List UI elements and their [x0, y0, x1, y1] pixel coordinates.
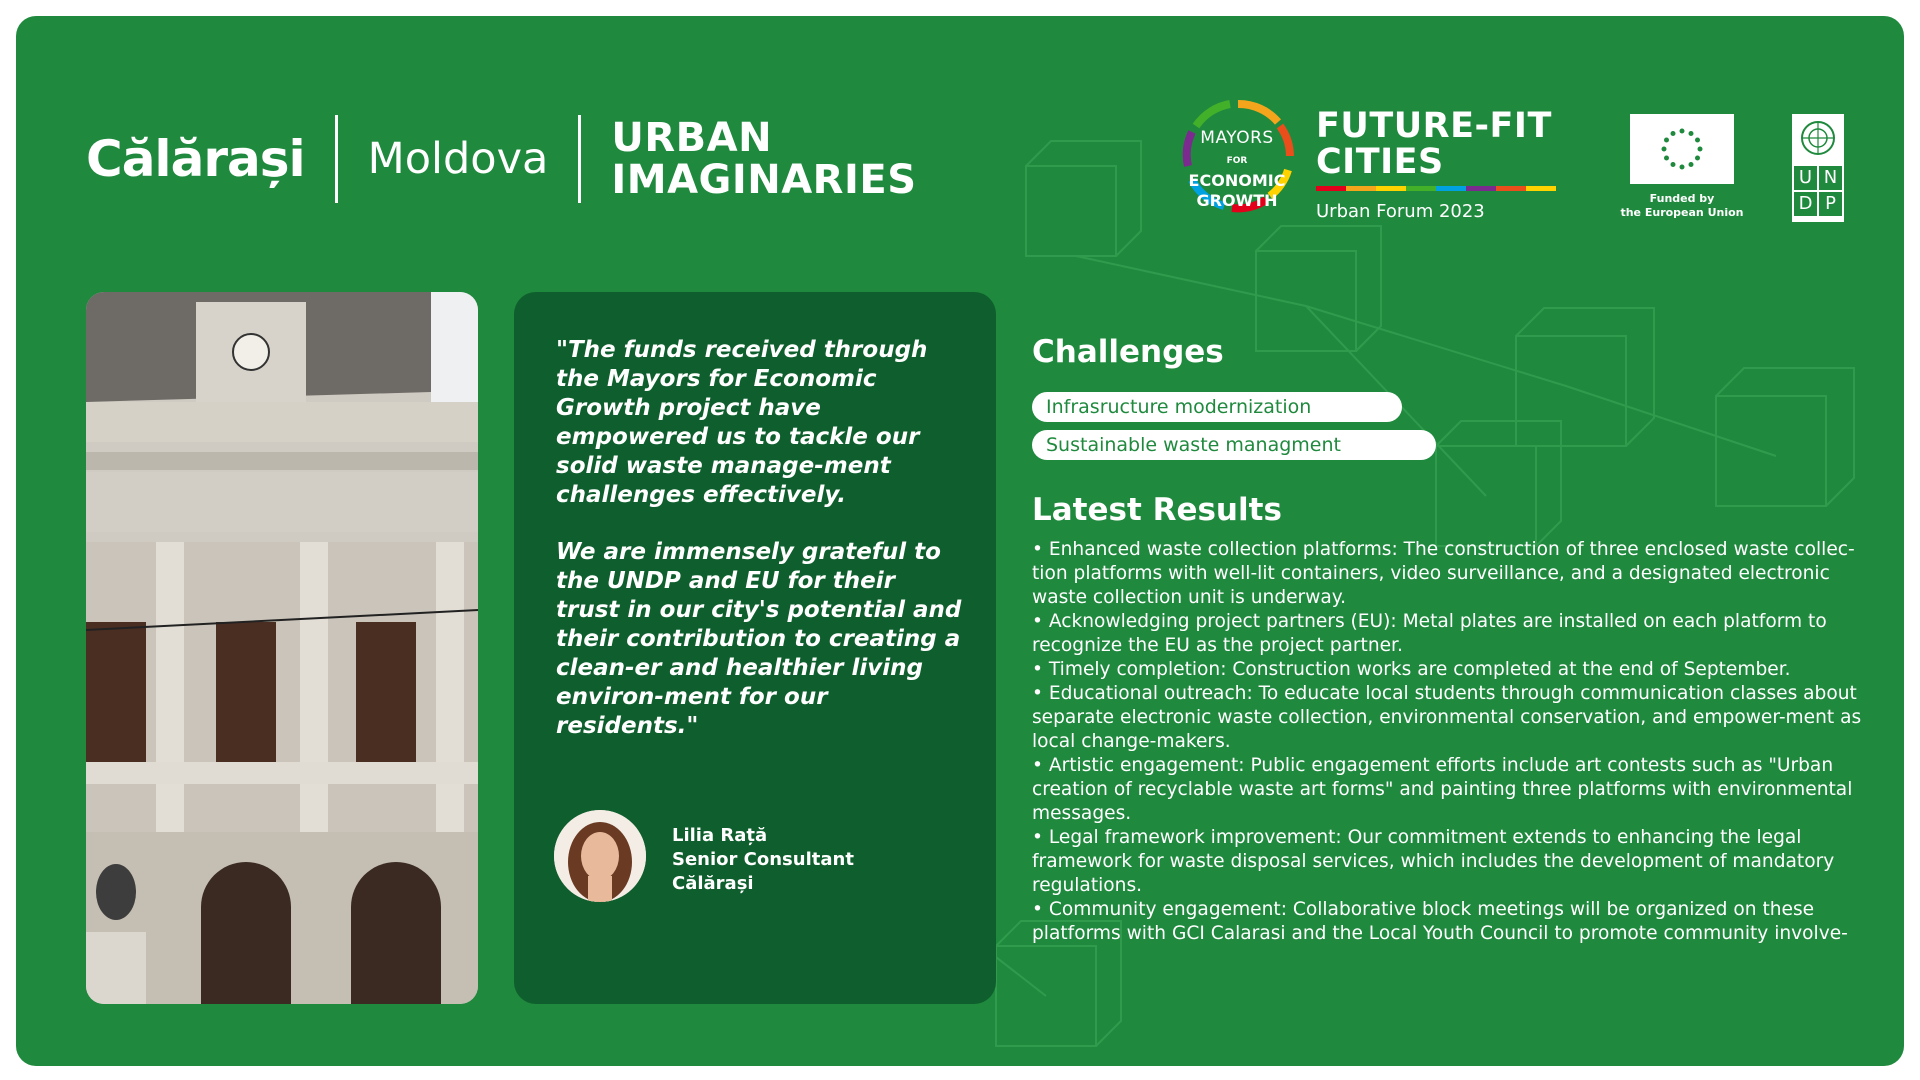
challenges-list [1032, 380, 1872, 460]
eu-funding-caption: Funded by the European Union [1620, 192, 1744, 219]
eu-flag-icon [1630, 114, 1734, 184]
country-name: Moldova [367, 134, 549, 184]
header-divider [578, 115, 581, 203]
header-divider [335, 115, 338, 203]
event-title-line2: IMAGINARIES [611, 157, 917, 203]
mayors-logo-text: MAYORS FOR ECONOMIC GROWTH [1188, 128, 1286, 210]
testimonial-quote [556, 336, 966, 769]
header [86, 104, 917, 214]
person-city: Călărași [672, 873, 754, 894]
result-item: • Artistic engagement: Public engagement efforts include art contests such as "Urban creation of recyclable waste art forms" and painting three platforms with environmental messages. [1032, 755, 1853, 824]
un-emblem-icon [1792, 114, 1844, 164]
person-role: Senior Consultant [672, 849, 854, 870]
result-item: • Educational outreach: To educate local students through communication classes about separate electronic waste collection, environmental conservation, and empower-ment as local change-makers. [1032, 683, 1862, 752]
event-title [611, 117, 916, 201]
challenge-tag: Infrasructure modernization [1032, 392, 1402, 422]
result-item: • Acknowledging project partners (EU): Metal plates are installed on each platform to recognize the EU as the project partner. [1032, 611, 1827, 656]
challenge-tag: Sustainable waste managment [1032, 430, 1436, 460]
result-item: • Timely completion: Construction works are completed at the end of September. [1032, 659, 1791, 680]
future-fit-subtitle: Urban Forum 2023 [1316, 201, 1485, 222]
avatar [554, 810, 646, 902]
event-title-line1: URBAN [611, 115, 773, 161]
person-info [672, 824, 854, 896]
city-hall-photo [86, 292, 478, 1004]
quote-paragraph-2: We are immensely grateful to the UNDP and EU for their trust in our city's potential and their contribution to creating a clean-er and healthier living environ-ment for our residents." [556, 539, 962, 739]
future-fit-line2: CITIES [1316, 142, 1444, 182]
city-name: Călărași [86, 130, 305, 188]
result-item: • Community engagement: Collaborative block meetings will be organized on these platforms with GCI Calarasi and the Local Youth Council to promote community involve- [1032, 899, 1848, 944]
result-item: • Legal framework improvement: Our commitment extends to enhancing the legal framework for waste disposal services, which includes the development of mandatory regulations. [1032, 827, 1835, 896]
quote-paragraph-1: "The funds received through the Mayors for Economic Growth project have empowered us to tackle our solid waste manage-ment challenges effectively. [556, 337, 928, 508]
poster-card [16, 16, 1904, 1066]
future-fit-line1: FUTURE-FIT [1316, 106, 1552, 146]
results-heading: Latest Results [1032, 492, 1282, 528]
challenges-heading: Challenges [1032, 334, 1224, 370]
info-column [1032, 334, 1872, 946]
undp-letters: U N D P [1794, 166, 1842, 216]
future-fit-color-bar [1316, 186, 1556, 191]
result-item: • Enhanced waste collection platforms: The construction of three enclosed waste collec-tion platforms with well-lit containers, video surveillance, and a designated electronic waste collection unit is underway. [1032, 539, 1855, 608]
results-list [1032, 538, 1872, 946]
future-fit-logo [1316, 108, 1556, 222]
person-name: Lilia Rață [672, 825, 768, 846]
quote-box [514, 292, 996, 1004]
